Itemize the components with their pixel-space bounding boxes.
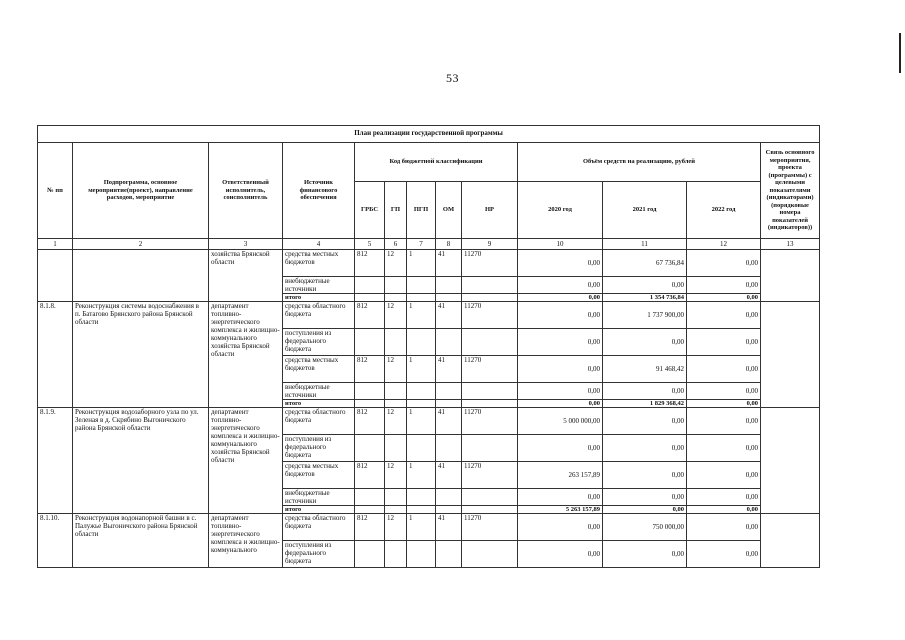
- amount-2020: 0,00: [518, 383, 603, 400]
- header-funds: Объём средств на реализацию, рублей: [518, 143, 761, 182]
- code-grbs: [355, 383, 385, 400]
- header-2022: 2022 год: [687, 182, 761, 239]
- indicator-link: [761, 250, 820, 302]
- code-om: 41: [436, 356, 462, 383]
- amount-2022: 0,00: [687, 514, 761, 541]
- amount-2021: 67 736,84: [603, 250, 687, 277]
- funding-source: поступления из федерального бюджета: [283, 435, 355, 462]
- amount-2021: 0,00: [603, 277, 687, 294]
- amount-2022: 0,00: [687, 541, 761, 568]
- amount-2021: 0,00: [603, 435, 687, 462]
- code-nr: 11270: [462, 408, 518, 435]
- table-row: [38, 250, 820, 277]
- code-pgp: 1: [407, 356, 436, 383]
- code-gp: [385, 383, 407, 400]
- indicator-link: [761, 302, 820, 408]
- code-nr: 11270: [462, 514, 518, 541]
- column-number: 9: [462, 239, 518, 250]
- header-num: № пп: [38, 143, 73, 239]
- code-grbs: [355, 400, 385, 408]
- column-number: 10: [518, 239, 603, 250]
- code-grbs: 812: [355, 462, 385, 489]
- amount-2022: 0,00: [687, 329, 761, 356]
- code-pgp: 1: [407, 514, 436, 541]
- code-nr: [462, 329, 518, 356]
- table-row: [38, 514, 820, 541]
- amount-2022: 0,00: [687, 489, 761, 506]
- code-gp: 12: [385, 356, 407, 383]
- code-nr: [462, 383, 518, 400]
- amount-2021: 0,00: [603, 489, 687, 506]
- column-number: 12: [687, 239, 761, 250]
- item-name: Реконструкция водонапорной башни в с. Палужье Выгоничского района Брянской области: [73, 514, 209, 568]
- code-gp: [385, 329, 407, 356]
- code-om: 41: [436, 462, 462, 489]
- header-grbs: ГРБС: [355, 182, 385, 239]
- item-number: 8.1.8.: [38, 302, 73, 408]
- code-om: [436, 277, 462, 294]
- code-grbs: 812: [355, 514, 385, 541]
- code-nr: 11270: [462, 462, 518, 489]
- code-pgp: 1: [407, 302, 436, 329]
- column-number: 7: [407, 239, 436, 250]
- header-source: Источник финансового обеспечения: [283, 143, 355, 239]
- amount-2020: 0,00: [518, 302, 603, 329]
- code-pgp: [407, 541, 436, 568]
- code-grbs: 812: [355, 356, 385, 383]
- amount-2022: 0,00: [687, 383, 761, 400]
- code-nr: [462, 294, 518, 302]
- code-grbs: [355, 489, 385, 506]
- code-om: 41: [436, 302, 462, 329]
- code-nr: 11270: [462, 250, 518, 277]
- code-grbs: [355, 277, 385, 294]
- code-pgp: [407, 400, 436, 408]
- code-gp: 12: [385, 302, 407, 329]
- column-number: 1: [38, 239, 73, 250]
- code-om: [436, 329, 462, 356]
- code-pgp: [407, 329, 436, 356]
- header-2020: 2020 год: [518, 182, 603, 239]
- code-grbs: [355, 541, 385, 568]
- item-executor: департамент топливно-энергетического комплекса и жилищно-коммунального: [209, 514, 283, 568]
- code-grbs: 812: [355, 302, 385, 329]
- code-gp: 12: [385, 250, 407, 277]
- code-gp: [385, 435, 407, 462]
- code-gp: 12: [385, 462, 407, 489]
- total-2022: 0,00: [687, 506, 761, 514]
- header-budget-code: Код бюджетной классификации: [355, 143, 518, 182]
- total-label: итого: [283, 506, 355, 514]
- code-nr: [462, 435, 518, 462]
- code-om: [436, 435, 462, 462]
- code-nr: [462, 541, 518, 568]
- code-gp: 12: [385, 514, 407, 541]
- code-om: [436, 489, 462, 506]
- code-grbs: [355, 294, 385, 302]
- table-title: План реализации государственной программы: [38, 126, 820, 143]
- amount-2022: 0,00: [687, 356, 761, 383]
- amount-2022: 0,00: [687, 250, 761, 277]
- total-2020: 5 263 157,89: [518, 506, 603, 514]
- column-number: 3: [209, 239, 283, 250]
- amount-2021: 0,00: [603, 408, 687, 435]
- code-gp: [385, 277, 407, 294]
- total-2020: 0,00: [518, 294, 603, 302]
- amount-2020: 0,00: [518, 514, 603, 541]
- code-om: 41: [436, 514, 462, 541]
- column-number: 8: [436, 239, 462, 250]
- column-number: 2: [73, 239, 209, 250]
- code-pgp: 1: [407, 408, 436, 435]
- code-grbs: [355, 435, 385, 462]
- item-number: [38, 250, 73, 302]
- code-nr: 11270: [462, 356, 518, 383]
- item-name: [73, 250, 209, 302]
- amount-2022: 0,00: [687, 302, 761, 329]
- amount-2020: 0,00: [518, 250, 603, 277]
- code-om: [436, 506, 462, 514]
- amount-2021: 91 468,42: [603, 356, 687, 383]
- table-row: [38, 302, 820, 329]
- total-label: итого: [283, 294, 355, 302]
- page-number: 53: [446, 71, 459, 85]
- funding-source: средства областного бюджета: [283, 514, 355, 541]
- code-gp: [385, 294, 407, 302]
- code-pgp: [407, 489, 436, 506]
- item-executor: хозяйства Брянской области: [209, 250, 283, 302]
- code-om: 41: [436, 408, 462, 435]
- item-number: 8.1.10.: [38, 514, 73, 568]
- column-number: 11: [603, 239, 687, 250]
- code-nr: [462, 506, 518, 514]
- table-body: [38, 239, 820, 568]
- plan-table: [37, 125, 820, 568]
- column-number-row: [38, 239, 820, 250]
- amount-2021: 750 000,00: [603, 514, 687, 541]
- header-nr: НР: [462, 182, 518, 239]
- scan-edge-mark: [899, 33, 901, 73]
- item-executor: департамент топливно-энергетического комплекса и жилищно-коммунального хозяйства Брянской области: [209, 408, 283, 514]
- code-pgp: [407, 435, 436, 462]
- indicator-link: [761, 514, 820, 568]
- header-executor: Ответственный исполнитель, соисполнитель: [209, 143, 283, 239]
- amount-2022: 0,00: [687, 435, 761, 462]
- code-pgp: [407, 277, 436, 294]
- total-2021: 1 829 368,42: [603, 400, 687, 408]
- amount-2020: 0,00: [518, 489, 603, 506]
- amount-2020: 0,00: [518, 277, 603, 294]
- code-pgp: 1: [407, 462, 436, 489]
- funding-source: внебюджетные источники: [283, 277, 355, 294]
- code-gp: 12: [385, 408, 407, 435]
- code-om: [436, 400, 462, 408]
- amount-2021: 0,00: [603, 383, 687, 400]
- funding-source: поступления из федерального бюджета: [283, 329, 355, 356]
- header-subprogram: Подпрограмма, основное мероприятие(проект), направление расходов, мероприятие: [73, 143, 209, 239]
- amount-2020: 0,00: [518, 329, 603, 356]
- header-pgp: ПГП: [407, 182, 436, 239]
- code-grbs: [355, 329, 385, 356]
- amount-2020: 0,00: [518, 356, 603, 383]
- column-number: 13: [761, 239, 820, 250]
- code-om: [436, 383, 462, 400]
- funding-source: средства местных бюджетов: [283, 250, 355, 277]
- code-gp: [385, 541, 407, 568]
- code-pgp: 1: [407, 250, 436, 277]
- code-grbs: [355, 506, 385, 514]
- total-2022: 0,00: [687, 294, 761, 302]
- column-number: 6: [385, 239, 407, 250]
- table-row: [38, 408, 820, 435]
- column-number: 4: [283, 239, 355, 250]
- item-name: Реконструкция системы водоснабжения в п. Батагово Брянского района Брянской области: [73, 302, 209, 408]
- code-om: 41: [436, 250, 462, 277]
- amount-2020: 263 157,89: [518, 462, 603, 489]
- total-2022: 0,00: [687, 400, 761, 408]
- amount-2021: 0,00: [603, 462, 687, 489]
- code-nr: 11270: [462, 302, 518, 329]
- amount-2022: 0,00: [687, 462, 761, 489]
- total-2021: 0,00: [603, 506, 687, 514]
- code-nr: [462, 277, 518, 294]
- funding-source: поступления из федерального бюджета: [283, 541, 355, 568]
- item-executor: департамент топливно-энергетического комплекса и жилищно-коммунального хозяйства Брянской области: [209, 302, 283, 408]
- code-pgp: [407, 294, 436, 302]
- item-name: Реконструкция водозаборного узла по ул. Зеленая в д. Скрябино Выгоничского района Брянской области: [73, 408, 209, 514]
- item-number: 8.1.9.: [38, 408, 73, 514]
- code-pgp: [407, 383, 436, 400]
- code-om: [436, 541, 462, 568]
- funding-source: средства областного бюджета: [283, 302, 355, 329]
- header-2021: 2021 год: [603, 182, 687, 239]
- amount-2021: 0,00: [603, 329, 687, 356]
- amount-2022: 0,00: [687, 277, 761, 294]
- code-grbs: 812: [355, 250, 385, 277]
- amount-2020: 0,00: [518, 435, 603, 462]
- code-gp: [385, 489, 407, 506]
- amount-2021: 0,00: [603, 541, 687, 568]
- funding-source: средства областного бюджета: [283, 408, 355, 435]
- amount-2020: 5 000 000,00: [518, 408, 603, 435]
- column-number: 5: [355, 239, 385, 250]
- amount-2020: 0,00: [518, 541, 603, 568]
- indicator-link: [761, 408, 820, 514]
- funding-source: средства местных бюджетов: [283, 462, 355, 489]
- funding-source: внебюджетные источники: [283, 489, 355, 506]
- code-gp: [385, 400, 407, 408]
- header-gp: ГП: [385, 182, 407, 239]
- header-link: Связь основного мероприятия, проекта (программы) с целевыми показателями (индикаторами) (порядковые номера показателей (индикаторов)): [761, 143, 820, 239]
- code-om: [436, 294, 462, 302]
- code-pgp: [407, 506, 436, 514]
- code-nr: [462, 400, 518, 408]
- code-nr: [462, 489, 518, 506]
- total-2020: 0,00: [518, 400, 603, 408]
- header-om: ОМ: [436, 182, 462, 239]
- amount-2022: 0,00: [687, 408, 761, 435]
- total-label: итого: [283, 400, 355, 408]
- code-grbs: 812: [355, 408, 385, 435]
- funding-source: средства местных бюджетов: [283, 356, 355, 383]
- amount-2021: 1 737 900,00: [603, 302, 687, 329]
- funding-source: внебюджетные источники: [283, 383, 355, 400]
- total-2021: 1 354 736,84: [603, 294, 687, 302]
- code-gp: [385, 506, 407, 514]
